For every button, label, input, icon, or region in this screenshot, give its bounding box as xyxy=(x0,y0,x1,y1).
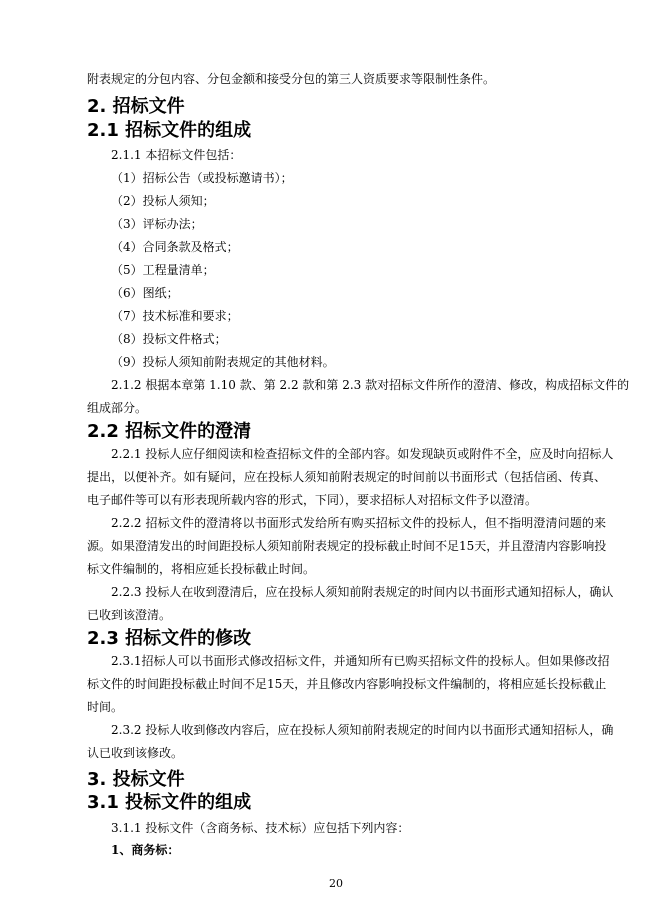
list-item: （1）招标公告（或投标邀请书）； xyxy=(111,171,293,185)
subsection-heading-2-3: 2.3 招标文件的修改 xyxy=(87,628,252,649)
clause-2-2-1: 2.2.1 投标人应仔细阅读和检查招标文件的全部内容。如发现缺页或附件不全，应及时向招标人 xyxy=(111,447,614,461)
clause-2-2-2-cont: 源。如果澄清发出的时间距投标人须知前附表规定的投标截止时间不足15天，并且澄清内容影响投 xyxy=(87,539,607,553)
clause-2-1-2-cont: 组成部分。 xyxy=(87,401,148,415)
clause-2-2-2-cont: 标文件编制的，将相应延长投标截止时间。 xyxy=(87,562,316,576)
clause-2-3-1-cont: 时间。 xyxy=(87,700,124,714)
subsection-heading-2-1: 2.1 招标文件的组成 xyxy=(87,120,252,141)
clause-2-1-2: 2.1.2 根据本章第 1.10 款、第 2.2 款和第 2.3 款对招标文件所作的澄清、修改，构成招标文件的 xyxy=(111,378,630,392)
list-item: （3）评标办法； xyxy=(111,217,203,231)
clause-2-2-2: 2.2.2 招标文件的澄清将以书面形式发给所有购买招标文件的投标人，但不指明澄清问题的来 xyxy=(111,516,606,530)
clause-2-3-2-cont: 认已收到该修改。 xyxy=(87,746,184,760)
clause-2-3-1: 2.3.1招标人可以书面形式修改招标文件，并通知所有已购买招标文件的投标人。但如果修改招 xyxy=(111,654,610,668)
section-heading-2: 2. 招标文件 xyxy=(87,96,185,117)
clause-2-3-2: 2.3.2 投标人收到修改内容后，应在投标人须知前附表规定的时间内以书面形式通知招标人，确 xyxy=(111,723,614,737)
section-heading-3: 3. 投标文件 xyxy=(87,769,185,790)
list-item: （6）图纸； xyxy=(111,286,179,300)
list-item: （8）投标文件格式； xyxy=(111,332,227,346)
paragraph-line: 附表规定的分包内容、分包金额和接受分包的第三人资质要求等限制性条件。 xyxy=(87,72,496,86)
subsection-heading-3-1: 3.1 投标文件的组成 xyxy=(87,792,252,813)
clause-2-2-3: 2.2.3 投标人在收到澄清后，应在投标人须知前附表规定的时间内以书面形式通知招标人，确认 xyxy=(111,585,614,599)
list-item: （5）工程量清单； xyxy=(111,263,215,277)
clause-2-1-1: 2.1.1 本招标文件包括： xyxy=(111,148,242,162)
page-number: 20 xyxy=(329,877,343,890)
clause-3-1-1: 3.1.1 投标文件（含商务标、技术标）应包括下列内容： xyxy=(111,821,410,835)
list-item: （4）合同条款及格式； xyxy=(111,240,239,254)
clause-2-2-1-cont: 电子邮件等可以有形表现所载内容的形式，下同），要求招标人对招标文件予以澄清。 xyxy=(87,493,538,507)
clause-2-2-1-cont: 提出，以便补齐。如有疑问，应在投标人须知前附表规定的时间前以书面形式（包括信函、传真、 xyxy=(87,470,606,484)
clause-2-2-3-cont: 已收到该澄清。 xyxy=(87,608,172,622)
clause-2-3-1-cont: 标文件的时间距投标截止时间不足15天，并且修改内容影响投标文件编制的，将相应延长投标截止 xyxy=(87,677,607,691)
business-bid-label: 1、商务标： xyxy=(111,843,180,857)
list-item: （9）投标人须知前附表规定的其他材料。 xyxy=(111,355,335,369)
list-item: （7）技术标准和要求； xyxy=(111,309,239,323)
subsection-heading-2-2: 2.2 招标文件的澄清 xyxy=(87,421,252,442)
list-item: （2）投标人须知； xyxy=(111,194,215,208)
